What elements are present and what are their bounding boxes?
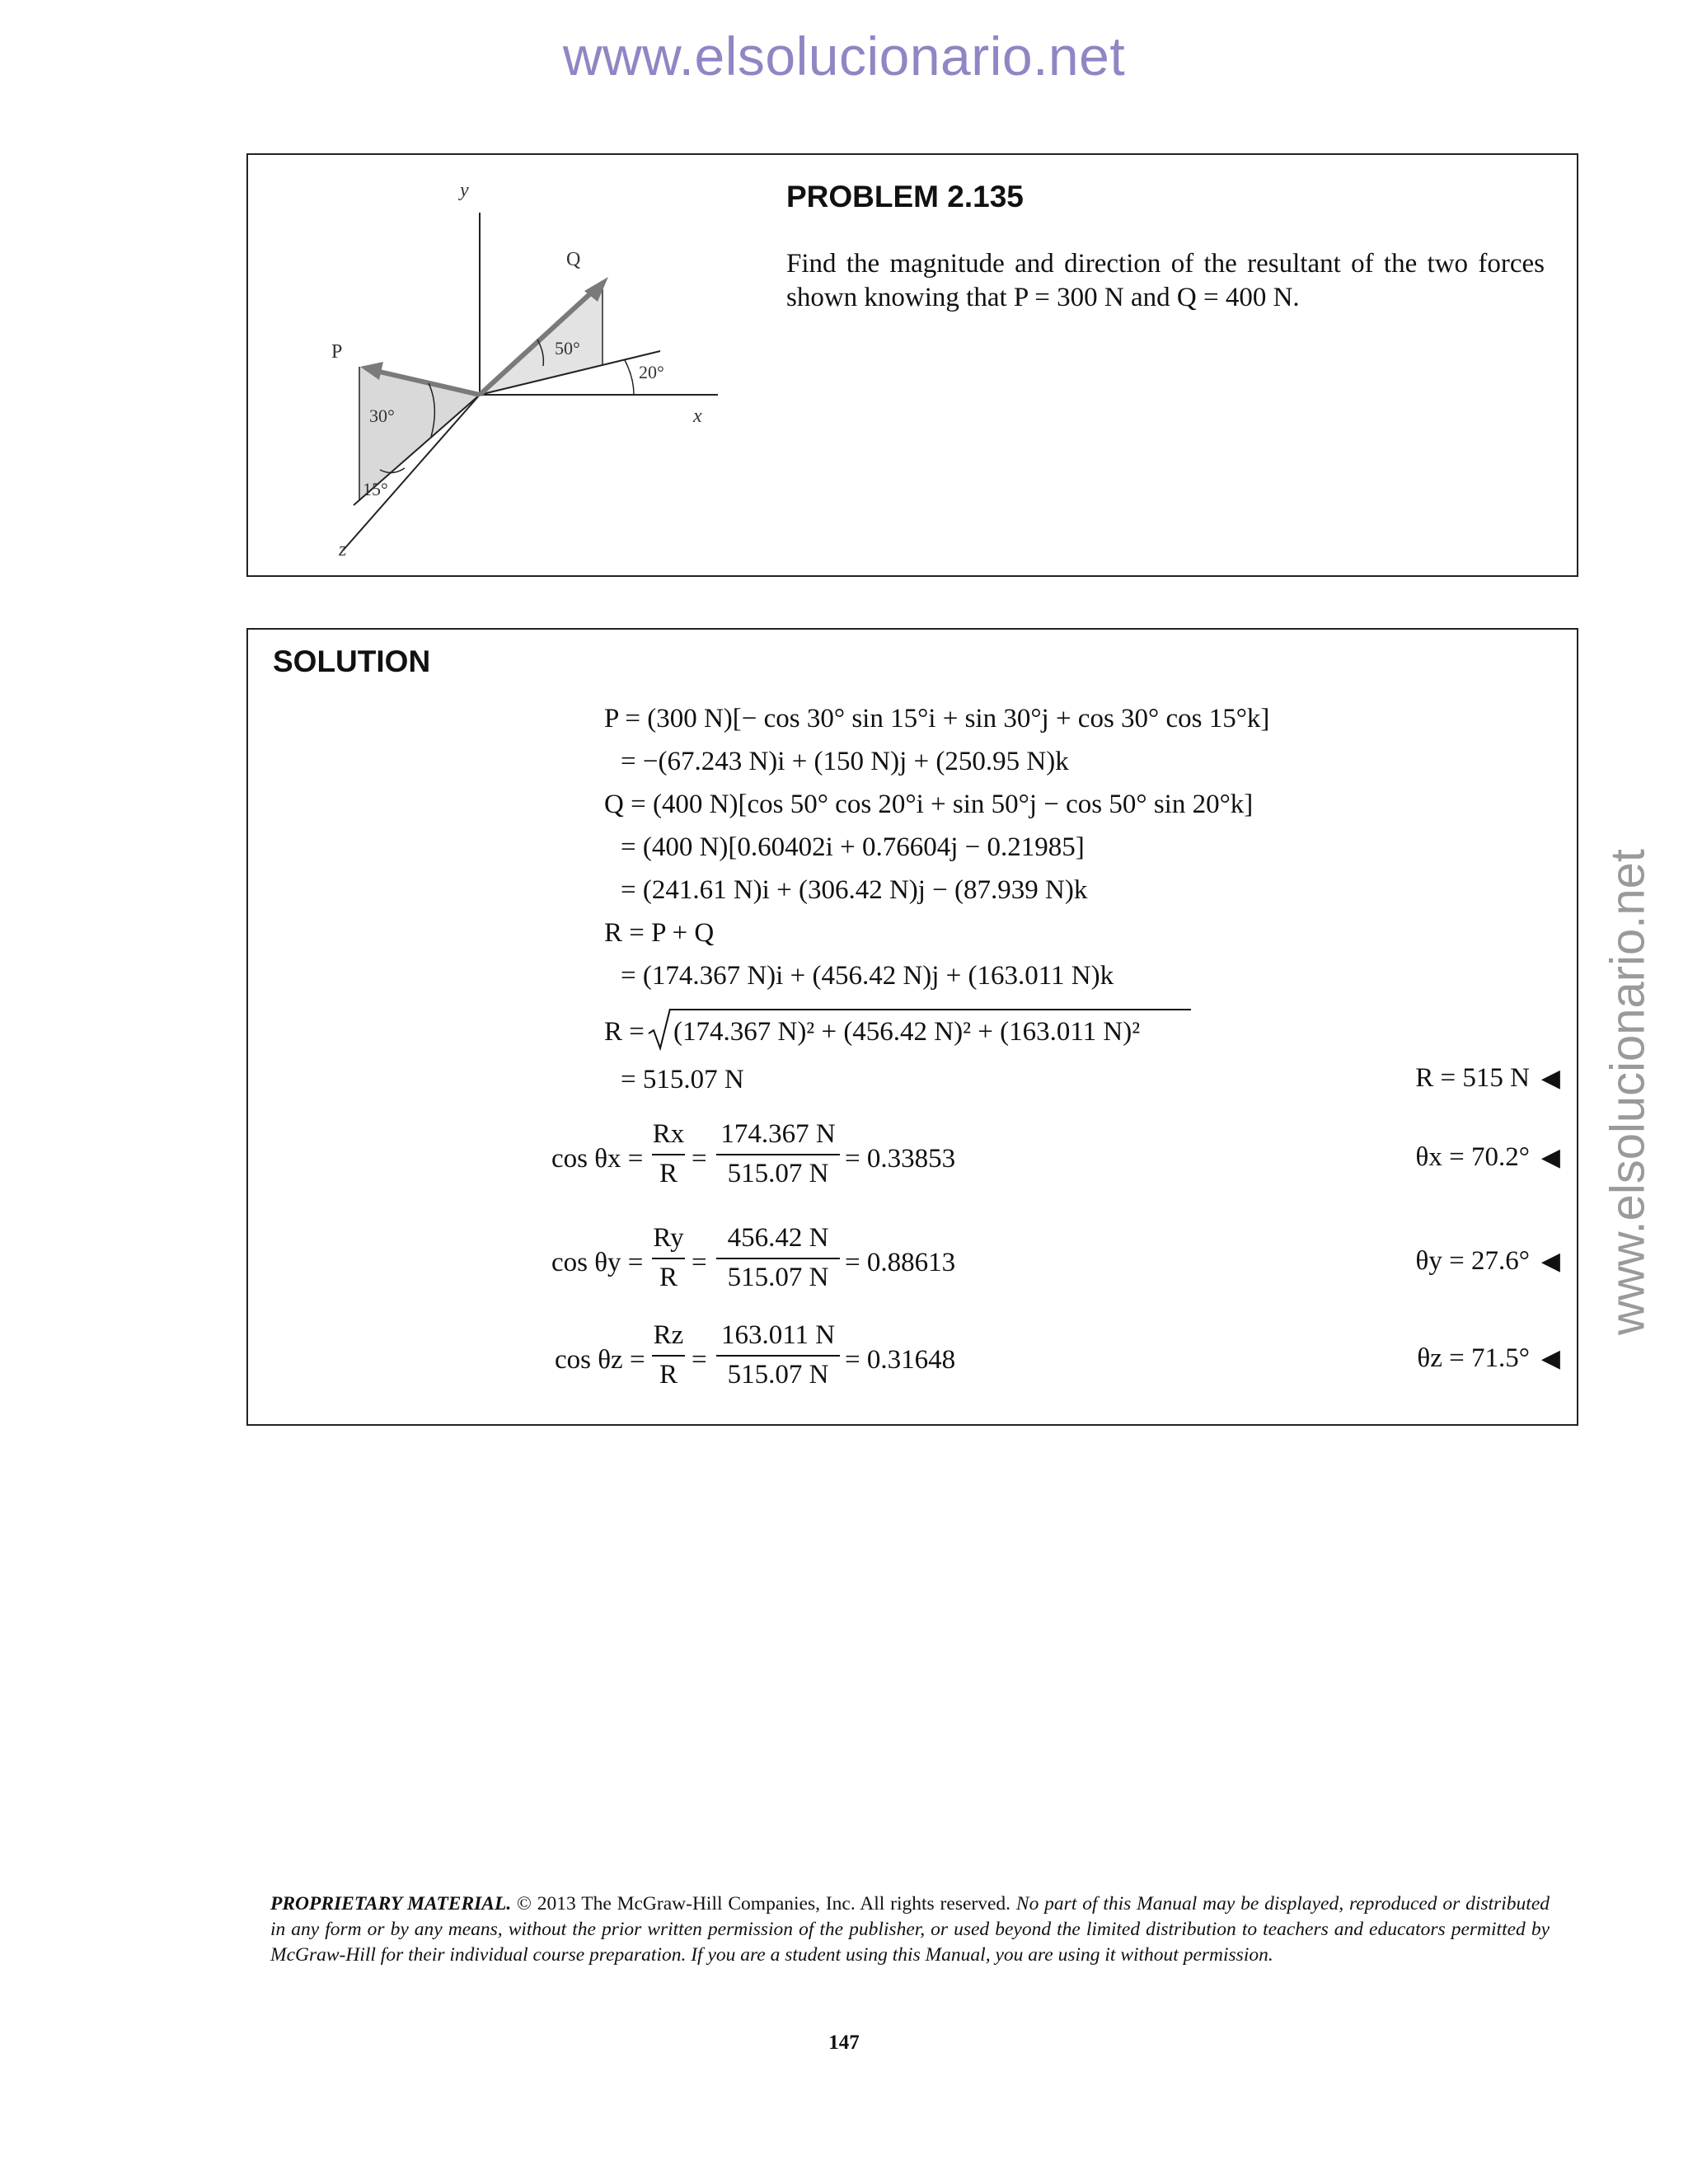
eq-r-definition: R = P + Q bbox=[604, 918, 715, 948]
frac-line-rz bbox=[652, 1355, 685, 1357]
answer-theta-z bbox=[1386, 1343, 1560, 1374]
answer-r-text: R = 515 N bbox=[1415, 1063, 1530, 1093]
problem-statement: Find the magnitude and direction of the resultant of the two forces shown knowing that P = 300 N and Q = 400 N. bbox=[786, 249, 1545, 312]
frac-ry-num: Ry bbox=[653, 1223, 684, 1253]
eq-q-definition: Q = (400 N)[cos 50° cos 20°i + sin 50°j − cos 50° sin 20°k] bbox=[604, 790, 1254, 819]
eq-cos-theta-z-lhs: cos θz = bbox=[555, 1345, 645, 1375]
label-y: y bbox=[460, 180, 469, 201]
force-diagram bbox=[281, 171, 743, 567]
frac-line-rx bbox=[652, 1154, 685, 1155]
solution-title: SOLUTION bbox=[273, 644, 431, 678]
eq-cos-theta-x-result: = 0.33853 bbox=[845, 1144, 956, 1174]
label-z: z bbox=[339, 539, 347, 560]
page-number: 147 bbox=[828, 2032, 860, 2054]
eq-r-magnitude-prefix: R = bbox=[604, 1017, 645, 1047]
frac-rz-den: R bbox=[659, 1360, 678, 1390]
footer-lead: PROPRIETARY MATERIAL. bbox=[270, 1893, 512, 1915]
frac-line-ry bbox=[652, 1258, 685, 1259]
label-50deg: 50° bbox=[555, 338, 580, 359]
frac-y-num: 456.42 N bbox=[727, 1223, 829, 1253]
sqrt-sign bbox=[647, 1007, 672, 1052]
frac-y-den: 515.07 N bbox=[727, 1263, 829, 1292]
frac-z-den: 515.07 N bbox=[727, 1360, 829, 1390]
sqrt-bar bbox=[670, 1009, 1191, 1010]
answer-r bbox=[1386, 1063, 1560, 1094]
answer-marker-r: ◀ bbox=[1540, 1064, 1560, 1093]
eq-cos-theta-y-result: = 0.88613 bbox=[845, 1248, 956, 1277]
watermark-top: www.elsolucionario.net bbox=[562, 26, 1126, 87]
solution-box bbox=[246, 628, 1578, 1426]
frac-rx-num: Rx bbox=[652, 1119, 685, 1149]
label-30deg: 30° bbox=[369, 405, 395, 426]
watermark-side: www.elsolucionario.net bbox=[1601, 849, 1655, 1335]
answer-marker-x: ◀ bbox=[1540, 1143, 1560, 1172]
answer-theta-y-text: θy = 27.6° bbox=[1415, 1246, 1530, 1276]
angle-20-arc bbox=[625, 360, 634, 395]
frac-line-y bbox=[716, 1258, 840, 1259]
frac-z-num: 163.011 N bbox=[720, 1320, 836, 1350]
eq-cos-theta-y-lhs: cos θy = bbox=[551, 1248, 644, 1277]
footer-notice: No part of this Manual may be displayed, reproduced or distributed in any form or by any means, without the prior written permission of the publisher, or used beyond the limited distribution to teachers and educators permitted by McGraw-Hill for their individual course preparation. If you are a student using this Manual, you are using it without permission. bbox=[270, 1893, 1550, 1966]
answer-theta-y bbox=[1386, 1246, 1560, 1277]
answer-theta-z-text: θz = 71.5° bbox=[1417, 1343, 1530, 1373]
label-20deg: 20° bbox=[639, 362, 664, 382]
frac-ry-den: R bbox=[659, 1263, 678, 1292]
problem-box bbox=[246, 153, 1578, 577]
eq-sign-y: = bbox=[692, 1248, 707, 1277]
frac-x-den: 515.07 N bbox=[727, 1159, 829, 1188]
frac-x-num: 174.367 N bbox=[720, 1119, 836, 1149]
answer-marker-y: ◀ bbox=[1540, 1247, 1560, 1276]
label-x: x bbox=[693, 405, 702, 427]
eq-q-intermediate: = (400 N)[0.60402i + 0.76604j − 0.21985] bbox=[621, 832, 1085, 862]
label-q: Q bbox=[566, 249, 581, 270]
answer-theta-x-text: θx = 70.2° bbox=[1415, 1142, 1530, 1172]
eq-r-value: = (174.367 N)i + (456.42 N)j + (163.011 N)k bbox=[621, 961, 1114, 991]
footer-copyright: © 2013 The McGraw-Hill Companies, Inc. All rights reserved. bbox=[511, 1893, 1016, 1915]
copyright-footer bbox=[270, 1891, 1550, 1968]
eq-r-magnitude-radicand: (174.367 N)² + (456.42 N)² + (163.011 N)² bbox=[673, 1017, 1141, 1047]
frac-line-x bbox=[716, 1154, 840, 1155]
eq-sign-z: = bbox=[692, 1345, 707, 1375]
eq-sign-x: = bbox=[692, 1144, 707, 1174]
eq-cos-theta-x-lhs: cos θx = bbox=[551, 1144, 644, 1174]
answer-marker-z: ◀ bbox=[1540, 1344, 1560, 1373]
label-15deg: 15° bbox=[363, 479, 388, 499]
frac-rx-den: R bbox=[659, 1159, 678, 1188]
label-p: P bbox=[331, 341, 343, 363]
problem-title: PROBLEM 2.135 bbox=[786, 180, 1024, 213]
eq-q-value: = (241.61 N)i + (306.42 N)j − (87.939 N)k bbox=[621, 875, 1088, 905]
eq-p-value: = −(67.243 N)i + (150 N)j + (250.95 N)k bbox=[621, 747, 1069, 776]
eq-cos-theta-z-result: = 0.31648 bbox=[845, 1345, 956, 1375]
eq-p-definition: P = (300 N)[− cos 30° sin 15°i + sin 30°j + cos 30° cos 15°k] bbox=[604, 704, 1270, 733]
frac-rz-num: Rz bbox=[653, 1320, 684, 1350]
answer-theta-x bbox=[1386, 1142, 1560, 1173]
eq-r-magnitude-value: = 515.07 N bbox=[621, 1065, 744, 1094]
frac-line-z bbox=[716, 1355, 840, 1357]
